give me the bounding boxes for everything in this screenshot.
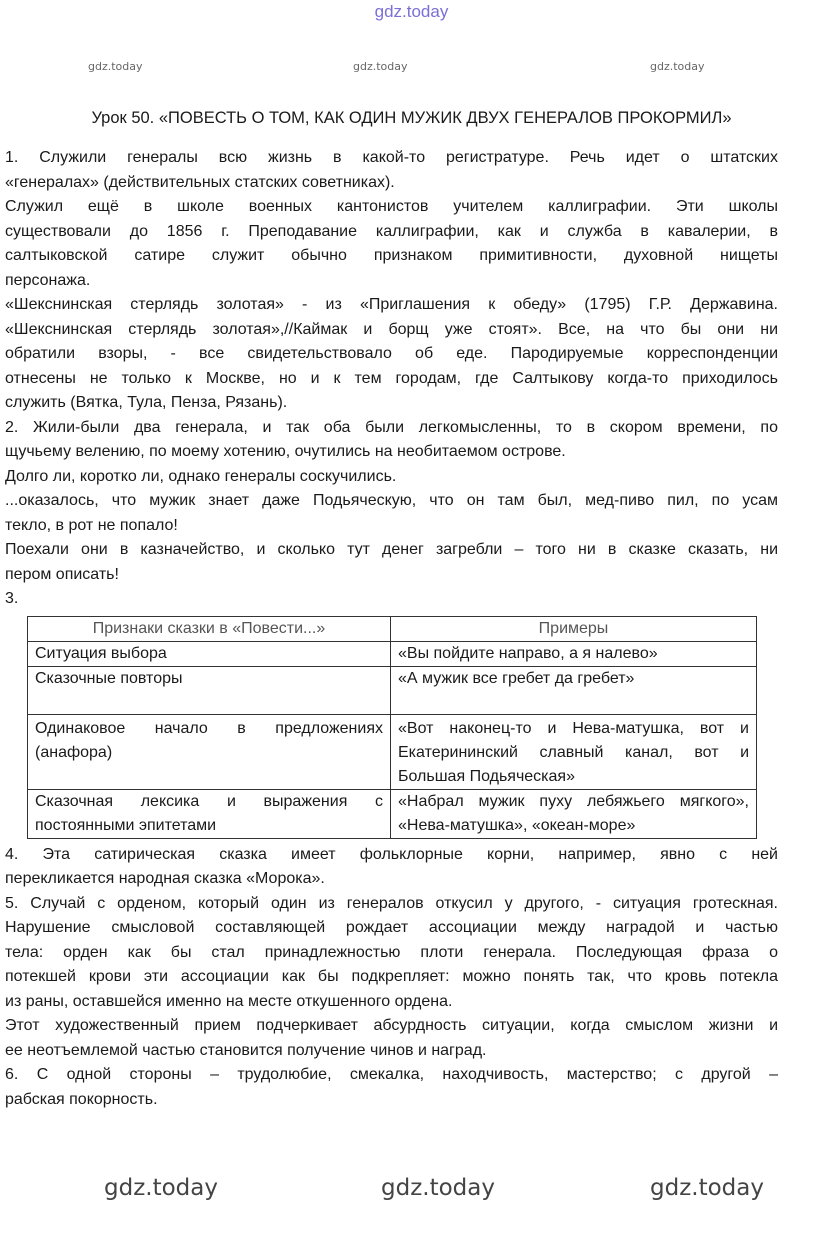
text-line: Долго ли, коротко ли, однако генералы соскучились. [5,467,397,485]
watermark: gdz.today [104,1175,218,1201]
paragraph [5,293,778,416]
paragraph [5,465,778,490]
text-line: Этот художественный прием подчеркивает абсурдность ситуации, когда смыслом жизни и [5,1017,778,1034]
text-line: текло, в рот не попало! [5,516,178,534]
watermark: gdz.today [353,60,408,73]
table-row [28,789,757,838]
table-cell: «Набрал мужик пуху лебяжьего мягкого», «Нева-матушка», «океан-море» [391,789,757,838]
fairy-tale-signs-table [27,616,757,839]
table-row [28,714,757,789]
text-line: ...оказалось, что мужик знает даже Подьяческую, что он там был, мед-пиво пил, по усам [5,492,778,509]
watermark: gdz.today [650,1175,764,1201]
text-line: обратили взоры, - все свидетельствовало об еде. Пародируемые корреспонденции [5,345,778,362]
table-cell: Ситуация выбора [28,641,391,666]
paragraph [5,146,778,195]
paragraph [5,538,778,587]
text-line: 6. С одной стороны – трудолюбие, смекалка, находчивость, мастерство; с другой – [5,1066,778,1083]
text-line: 4. Эта сатирическая сказка имеет фольклорные корни, например, явно с ней [5,845,778,863]
text-line: салтыковской сатире служит обычно признаком примитивности, духовной нищеты [5,247,778,264]
table-row [28,666,757,714]
table-cell: «А мужик все гребет да гребет» [391,666,757,714]
text-line: Нарушение смысловой составляющей рождает ассоциации между наградой и частью [5,919,778,936]
paragraph [5,892,778,1015]
text-line: 2. Жили-были два генерала, и так оба были легкомысленны, то в скором времени, по [5,418,778,436]
text-line: «генералах» (действительных статских советниках). [5,173,395,191]
document-body [5,146,778,1112]
paragraph [5,587,778,612]
text-line: потекшей крови эти ассоциации как бы подкрепляет: можно понять так, что кровь потекла [5,968,778,985]
text-line: рабская покорность. [5,1090,158,1108]
text-line: щучьему велению, по моему хотению, очутились на необитаемом острове. [5,443,566,460]
watermark: gdz.today [381,1175,495,1201]
text-line: перекликается народная сказка «Морока». [5,870,325,887]
table-cell: Сказочная лексика и выражения с постоянными эпитетами [28,789,391,838]
site-watermark-top[interactable]: gdz.today [374,2,449,21]
paragraph [5,1063,778,1112]
paragraph [5,489,778,538]
table-cell: «Вот наконец-то и Нева-матушка, вот и Екатерининский славный канал, вот и Большая Подьяческая» [391,714,757,789]
table-cell: Одинаковое начало в предложениях (анафора) [28,714,391,789]
text-line: ее неотъемлемой частью становится получение чинов и наград. [5,1041,487,1059]
text-line: 1. Служили генералы всю жизнь в какой-то регистратуре. Речь идет о штатских [5,149,778,166]
page-title: Урок 50. «ПОВЕСТЬ О ТОМ, КАК ОДИН МУЖИК ДВУХ ГЕНЕРАЛОВ ПРОКОРМИЛ» [91,109,732,127]
text-line: Поехали они в казначейство, и сколько тут денег загребли – того ни в сказке сказать, ни [5,541,778,558]
paragraph [5,416,778,465]
text-line: тела: орден как бы стал принадлежностью плоти генерала. Последующая фраза о [5,943,778,961]
watermark: gdz.today [650,60,705,73]
paragraph [5,1014,778,1063]
paragraph [5,843,778,892]
watermark: gdz.today [88,60,143,73]
text-line: 3. [5,590,19,607]
table-cell: Сказочные повторы [28,666,391,714]
table-header-row [28,616,757,641]
text-line: «Шекснинская стерлядь золотая» - из «Приглашения к обеду» (1795) Г.Р. Державина. [5,296,778,313]
text-after-table [5,843,778,1113]
text-line: персонажа. [5,271,91,289]
text-line: из раны, оставшейся именно на месте откушенного ордена. [5,992,453,1010]
text-line: 5. Случай с орденом, который один из генералов откусил у другого, - ситуация гротескная. [5,894,778,912]
text-line: существовали до 1856 г. Преподавание каллиграфии, как и служба в кавалерии, в [5,222,778,240]
text-line: «Шекснинская стерлядь золотая»,//Каймак и борщ уже стоят». Все, на что бы они ни [5,320,778,338]
text-line: пером описать! [5,565,119,583]
table-header: Примеры [391,616,757,641]
text-line: Служил ещё в школе военных кантонистов учителем каллиграфии. Эти школы [5,198,778,215]
paragraph [5,195,778,293]
table-cell: «Вы пойдите направо, а я налево» [391,641,757,666]
text-line: служить (Вятка, Тула, Пенза, Рязань). [5,394,288,411]
text-line: отнесены не только к Москве, но и к тем городам, где Салтыкову когда-то приходилось [5,369,778,387]
text-before-table [5,146,778,612]
table-row [28,641,757,666]
table-header: Признаки сказки в «Повести...» [28,616,391,641]
